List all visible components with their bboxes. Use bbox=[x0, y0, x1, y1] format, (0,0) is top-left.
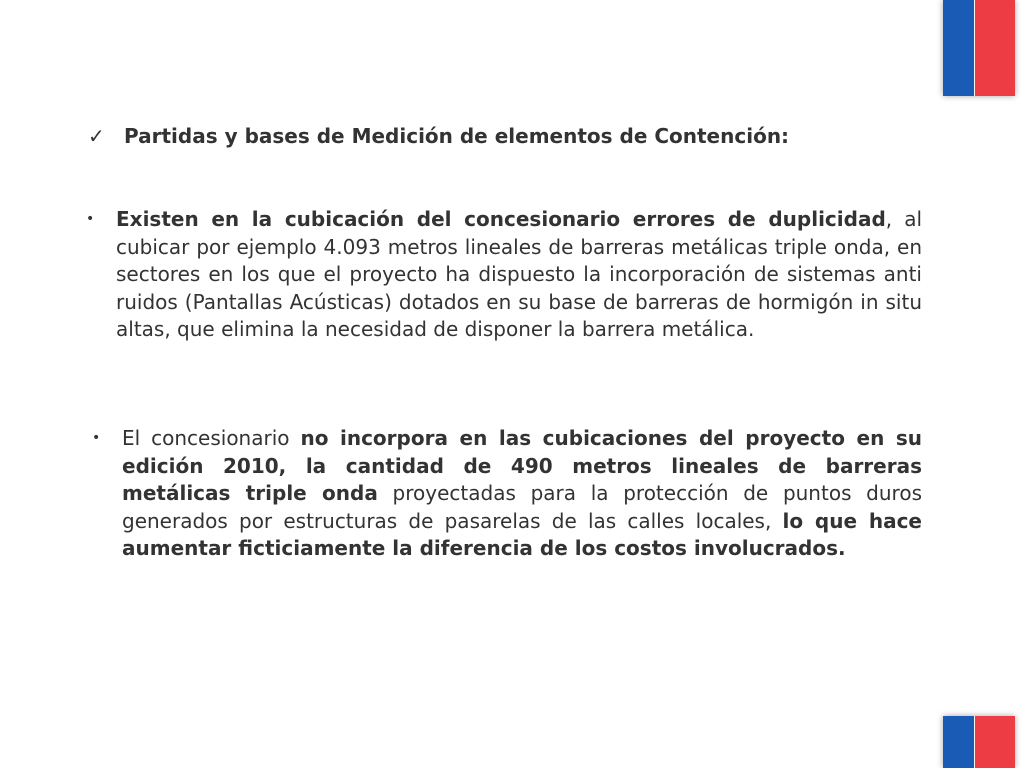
flag-blue-stripe bbox=[943, 0, 974, 96]
paragraph-omission bbox=[92, 425, 922, 563]
paragraph-duplicity bbox=[86, 206, 923, 344]
flag-blue-stripe bbox=[943, 716, 974, 768]
paragraph2-middle: proyectadas para la protección de puntos duros generados por estructuras de pasarelas de las calles locales, bbox=[122, 481, 922, 533]
flag-decoration-top bbox=[943, 0, 1015, 96]
heading-text: Partidas y bases de Medición de elementos de Contención: bbox=[124, 124, 790, 148]
flag-red-stripe bbox=[974, 716, 1015, 768]
section-heading bbox=[88, 124, 928, 148]
flag-red-stripe bbox=[974, 0, 1015, 96]
paragraph1-bold-lead: Existen en la cubicación del concesionario errores de duplicidad bbox=[116, 207, 886, 231]
paragraph2-intro: El concesionario bbox=[122, 426, 301, 450]
bullet-icon: • bbox=[86, 211, 95, 227]
paragraph2-bold1: no incorpora en las cubicaciones del proyecto en su edición 2010, la cantidad de 490 metros lineales de barreras metálicas triple onda bbox=[122, 426, 922, 505]
paragraph1-rest: , al cubicar por ejemplo 4.093 metros lineales de barreras metálicas triple onda, en sectores en los que el proyecto ha dispuesto la incorporación de sistemas anti ruidos (Pantallas Acústicas) dotados en su base de barreras de hormigón in situ altas, que elimina la necesidad de disponer la barrera metálica. bbox=[116, 207, 923, 341]
paragraph2-bold2: lo que hace aumentar ficticiamente la diferencia de los costos involucrados. bbox=[122, 508, 922, 560]
checkmark-icon: ✓ bbox=[88, 124, 105, 148]
flag-decoration-bottom bbox=[943, 716, 1015, 768]
bullet-icon: • bbox=[92, 430, 101, 446]
